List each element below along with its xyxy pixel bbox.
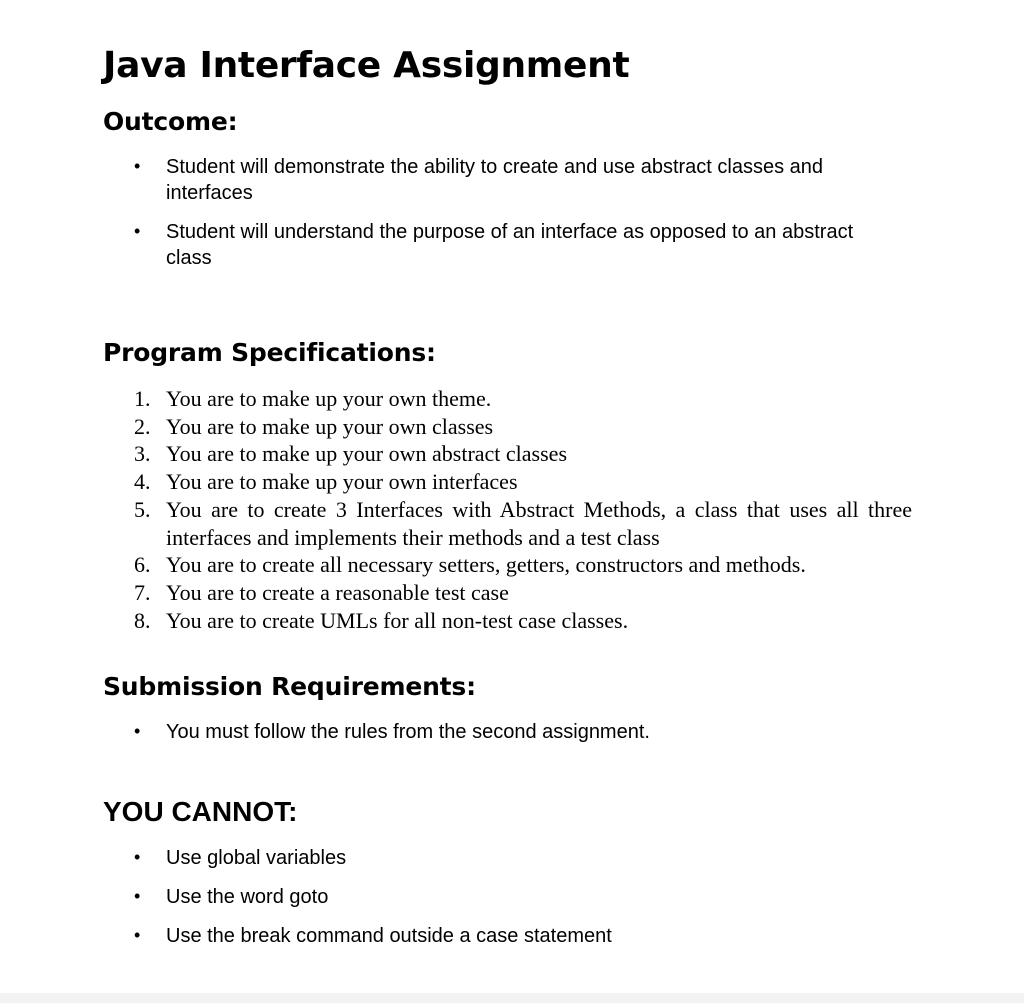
bullet-icon: • (134, 925, 141, 945)
bullet-icon: • (134, 721, 141, 741)
list-item-text: You are to make up your own theme. (166, 386, 492, 411)
list-item-text: You are to create UMLs for all non-test case classes. (166, 607, 629, 633)
outcome-heading: Outcome: (103, 107, 238, 136)
list-number: 4. (134, 469, 151, 495)
list-item-text: You are to make up your own abstract classes (166, 441, 568, 467)
page-bottom-edge (0, 993, 1024, 1003)
bullet-icon: • (134, 156, 141, 176)
list-item (0, 440, 912, 468)
list-item-text: You are to create 3 Interfaces with Abstract Methods, a class that uses all three interfaces and implements their methods and a test class (166, 496, 912, 550)
list-item (0, 413, 912, 441)
list-item-text: Use the word goto (166, 886, 329, 908)
cannot-heading: YOU CANNOT: (103, 796, 298, 827)
list-number: 5. (134, 496, 151, 522)
list-number: 2. (134, 413, 151, 439)
bullet-icon: • (134, 847, 141, 867)
specs-heading: Program Specifications: (103, 338, 436, 367)
list-item-text: You are to make up your own interfaces (166, 469, 518, 495)
outcome-list (0, 154, 886, 284)
list-item-text: Student will demonstrate the ability to create and use abstract classes and interfaces (166, 156, 824, 204)
specs-list (0, 385, 912, 634)
list-item-text: Student will understand the purpose of an interface as opposed to an abstract class (166, 221, 854, 269)
list-number: 6. (134, 552, 151, 578)
cannot-list (0, 845, 886, 962)
list-number: 1. (134, 386, 151, 411)
list-item (0, 579, 912, 607)
bullet-icon: • (134, 221, 141, 241)
list-item (0, 385, 912, 413)
list-item-text: Use the break command outside a case statement (166, 925, 612, 947)
list-item (0, 468, 912, 496)
list-item (0, 719, 886, 745)
bullet-icon: • (134, 886, 141, 906)
list-item-text: You are to make up your own classes (166, 413, 494, 439)
list-item-text: Use global variables (166, 847, 347, 869)
list-item (0, 607, 912, 635)
list-number: 8. (134, 607, 151, 633)
list-item (0, 845, 886, 871)
list-number: 7. (134, 579, 151, 605)
submission-heading: Submission Requirements: (103, 672, 476, 701)
list-item (0, 496, 912, 551)
list-item-text: You must follow the rules from the second assignment. (166, 721, 650, 743)
list-item (0, 154, 886, 206)
list-item-text: You are to create a reasonable test case (166, 579, 509, 605)
list-number: 3. (134, 441, 151, 467)
list-item-text: You are to create all necessary setters, getters, constructors and methods. (166, 552, 806, 578)
document-title: Java Interface Assignment (103, 45, 630, 86)
list-item (0, 923, 886, 949)
list-item (0, 219, 886, 271)
list-item (0, 884, 886, 910)
submission-list (0, 719, 886, 758)
list-item (0, 551, 912, 579)
